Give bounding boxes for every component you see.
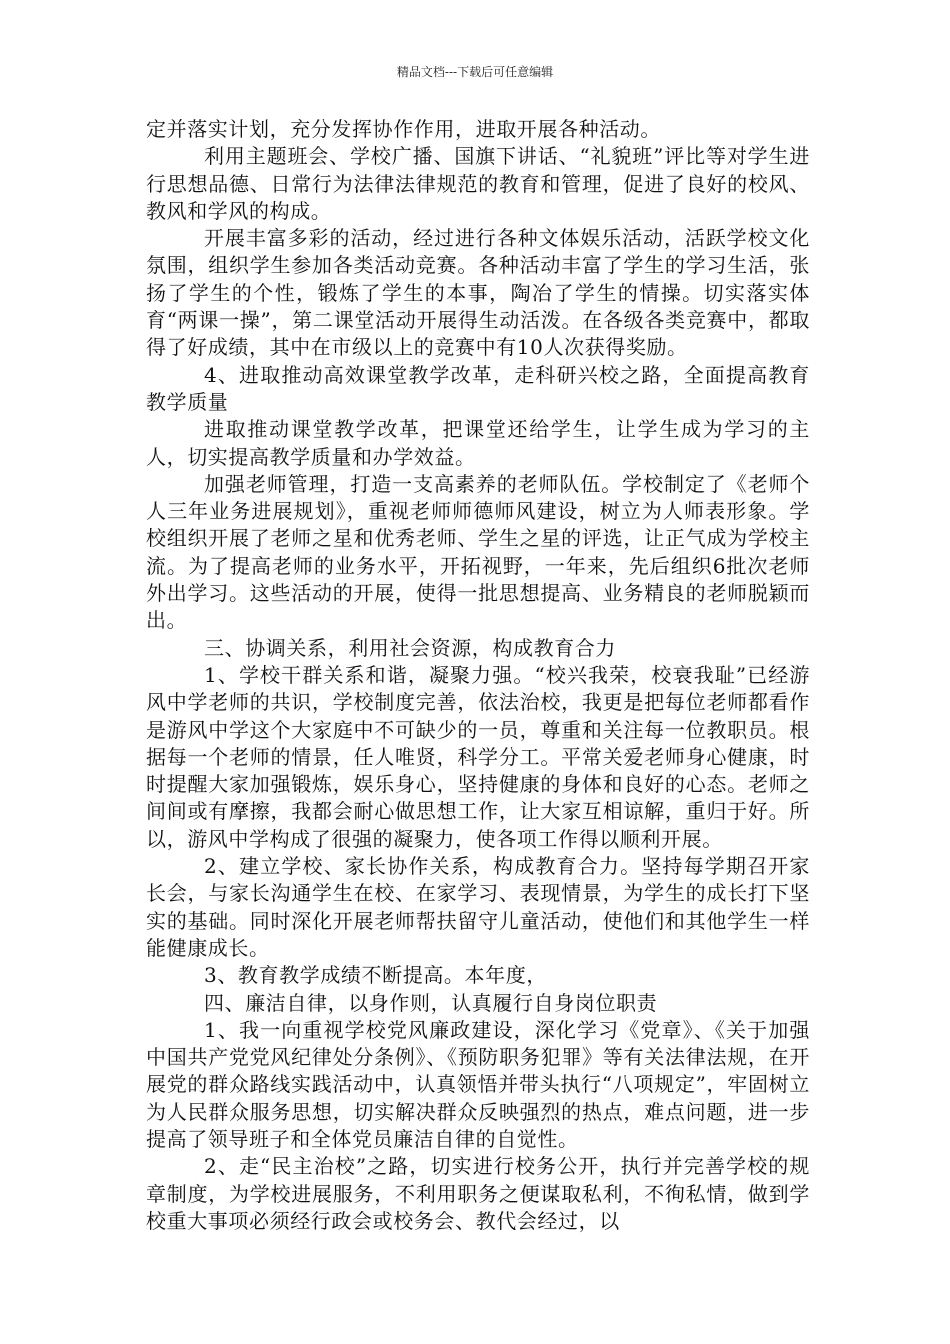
paragraph: 1、我一向重视学校党风廉政建设，深化学习《党章》、《关于加强中国共产党党风纪律处分条例》、《预防职务犯罪》等有关法律法规，在开展党的群众路线实践活动中，认真领悟并带头执行“八项规定”，牢固树立为人民群众服务思想，切实解决群众反映强烈的热点，难点问题，进一步提高了领导班子和全体党员廉洁自律的自觉性。 — [146, 1017, 810, 1151]
paragraph: 定并落实计划，充分发挥协作作用，进取开展各种活动。 — [146, 117, 661, 141]
paragraph: 开展丰富多彩的活动，经过进行各种文体娱乐活动，活跃学校文化氛围，组织学生参加各类活动竞赛。各种活动丰富了学生的学习生活，张扬了学生的个性，锻炼了学生的本事，陶冶了学生的情操。切实落实体育“两课一操”，第二课堂活动开展得生动活泼。在各级各类竞赛中，都取得了好成绩，其中在市级以上的竞赛中有10人次获得奖励。 — [146, 226, 810, 360]
paragraph: 加强老师管理，打造一支高素养的老师队伍。学校制定了《老师个人三年业务进展规划》，重视老师师德师风建设，树立为人师表形象。学校组织开展了老师之星和优秀老师、学生之星的评选，让正气成为学校主流。为了提高老师的业务水平，开拓视野，一年来，先后组织6批次老师外出学习。这些活动的开展，使得一批思想提高、业务精良的老师脱颖而出。 — [146, 471, 810, 633]
document-body — [146, 116, 810, 1235]
paragraph: 3、教育教学成绩不断提高。本年度， — [204, 963, 547, 988]
page-header: 精品文档---下载后可任意编辑 — [396, 65, 554, 79]
paragraph: 1、学校干群关系和谐，凝聚力强。“校兴我荣，校衰我耻”已经游风中学老师的共识，学校制度完善，依法治校，我更是把每位老师都看作是游风中学这个大家庭中不可缺少的一员，尊重和关注每一位教职员。根据每一个老师的情景，任人唯贤，科学分工。平常关爱老师身心健康，时时提醒大家加强锻炼，娱乐身心，坚持健康的身体和良好的心态。老师之间间或有摩擦，我都会耐心做思想工作，让大家互相谅解，重归于好。所以，游风中学构成了很强的凝聚力，使各项工作得以顺利开展。 — [146, 662, 810, 851]
paragraph: 进取推动课堂教学改革，把课堂还给学生，让学生成为学习的主人，切实提高教学质量和办学效益。 — [146, 417, 810, 469]
paragraph: 2、走“民主治校”之路，切实进行校务公开，执行并完善学校的规章制度，为学校进展服务，不利用职务之便谋取私利，不徇私情，做到学校重大事项必须经行政会或校务会、教代会经过，以 — [146, 1154, 810, 1233]
section-heading: 三、协调关系，利用社会资源，构成教育合力 — [204, 635, 616, 660]
paragraph: 2、建立学校、家长协作关系，构成教育合力。坚持每学期召开家长会，与家长沟通学生在校、在家学习、表现情景，为学生的成长打下坚实的基础。同时深化开展老师帮扶留守儿童活动，使他们和其他学生一样能健康成长。 — [146, 854, 810, 960]
section-item-heading: 4、进取推动高效课堂教学改革，走科研兴校之路，全面提高教育教学质量 — [146, 362, 810, 414]
paragraph: 利用主题班会、学校广播、国旗下讲话、“礼貌班”评比等对学生进行思想品德、日常行为法律法律规范的教育和管理，促进了良好的校风、教风和学风的构成。 — [146, 144, 810, 223]
section-heading: 四、廉洁自律，以身作则，认真履行自身岗位职责 — [204, 990, 658, 1015]
